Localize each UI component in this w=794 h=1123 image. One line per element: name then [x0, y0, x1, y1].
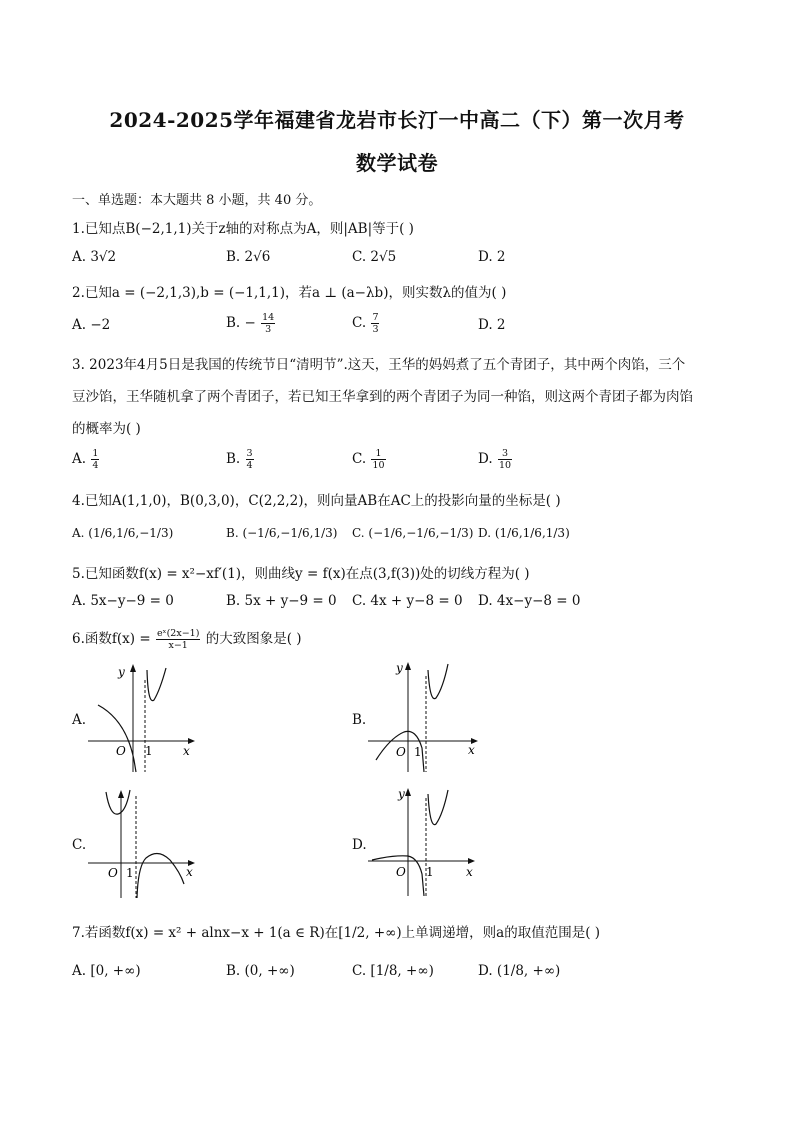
q3-a-fraction [91, 448, 99, 471]
q2-option-d[interactable]: D. 2 [478, 317, 506, 333]
q6-option-a-label[interactable]: A. [72, 712, 87, 728]
q3-b-fraction [246, 448, 254, 471]
q2-c-prefix: C. [352, 315, 367, 331]
q2-option-c[interactable] [352, 312, 380, 335]
q3-d-prefix: D. [478, 451, 493, 467]
q5-option-d[interactable]: D. 4x−y−8 = 0 [478, 593, 581, 609]
q3-option-d[interactable] [478, 448, 513, 471]
q3-d-fraction [498, 448, 512, 471]
q6-fraction [156, 628, 200, 651]
q4-option-d[interactable]: D. (1/6,1/6,1/3) [478, 526, 570, 540]
q3-c-prefix: C. [352, 451, 367, 467]
q3-line3: 的概率为( ) [72, 421, 141, 437]
q3-a-prefix: A. [72, 451, 87, 467]
graph-d-right-branch [428, 790, 448, 825]
graph-c-origin: O [108, 866, 118, 880]
graph-a-left-branch [98, 705, 136, 772]
q3-line2: 豆沙馅，王华随机拿了两个青团子，若已知王华拿到的两个青团子为同一种馅，则这两个青团子都为肉馅 [72, 389, 693, 405]
q4-option-a[interactable]: A. (1/6,1/6,−1/3) [72, 526, 174, 540]
q3-option-a[interactable] [72, 448, 100, 471]
q1-option-d[interactable]: D. 2 [478, 249, 506, 265]
q1-option-c[interactable]: C. 2√5 [352, 249, 397, 265]
graph-a-one: 1 [145, 744, 153, 758]
q3-c-num: 1 [371, 448, 385, 460]
q2-b-num: 14 [262, 312, 275, 323]
q3-option-c[interactable] [352, 448, 387, 471]
graph-b-y-label: y [396, 661, 403, 675]
q6-option-c-label[interactable]: C. [72, 837, 87, 853]
q3-d-den: 10 [498, 460, 512, 471]
q3-c-den: 10 [372, 460, 385, 471]
q1-option-b[interactable]: B. 2√6 [226, 249, 271, 265]
q3-b-den: 4 [246, 460, 253, 471]
q6-graph-a[interactable] [88, 660, 198, 775]
graph-c-y-arrow [118, 790, 124, 798]
q2-b-den: 3 [265, 324, 272, 335]
q2-b-fraction [261, 312, 275, 335]
q2-b-prefix: B. − [226, 315, 256, 331]
graph-c-x-label: x [186, 865, 193, 879]
q4-stem: 4.已知A(1,1,0)，B(0,3,0)，C(2,2,2)，则向量AB在AC上的投影向量的坐标是( ) [72, 493, 561, 509]
graph-d-one: 1 [426, 865, 434, 879]
graph-b-x-label: x [468, 743, 475, 757]
q7-option-c[interactable]: C. [1/8, +∞) [352, 963, 434, 979]
q2-stem: 2.已知a = (−2,1,3),b = (−1,1,1)，若a ⊥ (a−λb)，则实数λ的值为( ) [72, 285, 507, 301]
graph-d-x-arrow [468, 858, 475, 864]
q7-option-b[interactable]: B. (0, +∞) [226, 963, 295, 979]
q4-option-b[interactable]: B. (−1/6,−1/6,1/3) [226, 526, 338, 540]
q2-option-b[interactable] [226, 312, 276, 335]
q2-c-fraction [371, 312, 379, 335]
q5-option-c[interactable]: C. 4x + y−8 = 0 [352, 593, 463, 609]
graph-a-y-label: y [118, 665, 125, 679]
graph-b-y-arrow [405, 662, 411, 670]
q3-a-den: 4 [92, 460, 99, 471]
graph-d-y-label: y [398, 787, 405, 801]
graph-a-right-branch [147, 668, 166, 701]
graph-c-left-branch [106, 790, 130, 814]
q3-b-prefix: B. [226, 451, 241, 467]
q7-option-a[interactable]: A. [0, +∞) [72, 963, 141, 979]
q6-graph-c[interactable] [88, 786, 203, 901]
q3-option-b[interactable] [226, 448, 255, 471]
q7-stem: 7.若函数f(x) = x² + alnx−x + 1(a ∈ R)在[1/2, +∞)上单调递增，则a的取值范围是( ) [72, 925, 601, 941]
q6-den: x−1 [168, 640, 188, 651]
exam-subtitle: 数学试卷 [356, 151, 438, 175]
graph-d-y-arrow [405, 788, 411, 796]
graph-b-one: 1 [414, 745, 422, 759]
q6-option-b-label[interactable]: B. [352, 712, 367, 728]
graph-c-right-branch [137, 853, 184, 898]
q7-option-d[interactable]: D. (1/8, +∞) [478, 963, 561, 979]
q6-graph-b[interactable] [368, 658, 483, 775]
q5-option-a[interactable]: A. 5x−y−9 = 0 [72, 593, 174, 609]
q2-c-den: 3 [372, 324, 379, 335]
q4-option-c[interactable]: C. (−1/6,−1/6,−1/3) [352, 526, 474, 540]
q6-num: eˣ(2x−1) [156, 628, 200, 639]
q6-stem-prefix: 6.函数f(x) = [72, 631, 151, 647]
graph-d-x-label: x [466, 865, 473, 879]
q3-c-fraction [371, 448, 385, 471]
q1-option-a[interactable]: A. 3√2 [72, 249, 117, 265]
q3-a-num: 1 [92, 448, 99, 459]
graph-b-right-branch [428, 664, 448, 699]
graph-b-origin: O [396, 745, 406, 759]
exam-title: 2024-2025学年福建省龙岩市长汀一中高二（下）第一次月考 [109, 108, 685, 132]
graph-a-origin: O [116, 744, 126, 758]
q5-stem: 5.已知函数f(x) = x²−xf′(1)，则曲线y = f(x)在点(3,f(3))处的切线方程为( ) [72, 566, 530, 582]
q6-stem [72, 627, 302, 651]
q6-graph-d[interactable] [368, 784, 483, 899]
q3-b-num: 3 [246, 448, 253, 459]
q5-option-b[interactable]: B. 5x + y−9 = 0 [226, 593, 337, 609]
q3-d-num: 3 [498, 448, 512, 460]
q2-option-a[interactable]: A. −2 [72, 317, 111, 333]
q2-c-num: 7 [372, 312, 379, 323]
q3-line1: 3. 2023年4月5日是我国的传统节日“清明节”.这天，王华的妈妈煮了五个青团子，其中两个肉馅，三个 [72, 357, 686, 373]
graph-a-y-arrow [130, 664, 136, 672]
graph-a-x-label: x [183, 744, 190, 758]
q6-option-d-label[interactable]: D. [352, 837, 367, 853]
graph-c-one: 1 [126, 866, 134, 880]
q6-stem-suffix: 的大致图象是( ) [205, 631, 302, 647]
graph-d-origin: O [396, 865, 406, 879]
section-heading: 一、单选题：本大题共 8 小题，共 40 分。 [72, 193, 322, 208]
q1-stem: 1.已知点B(−2,1,1)关于z轴的对称点为A，则|AB|等于( ) [72, 221, 414, 237]
